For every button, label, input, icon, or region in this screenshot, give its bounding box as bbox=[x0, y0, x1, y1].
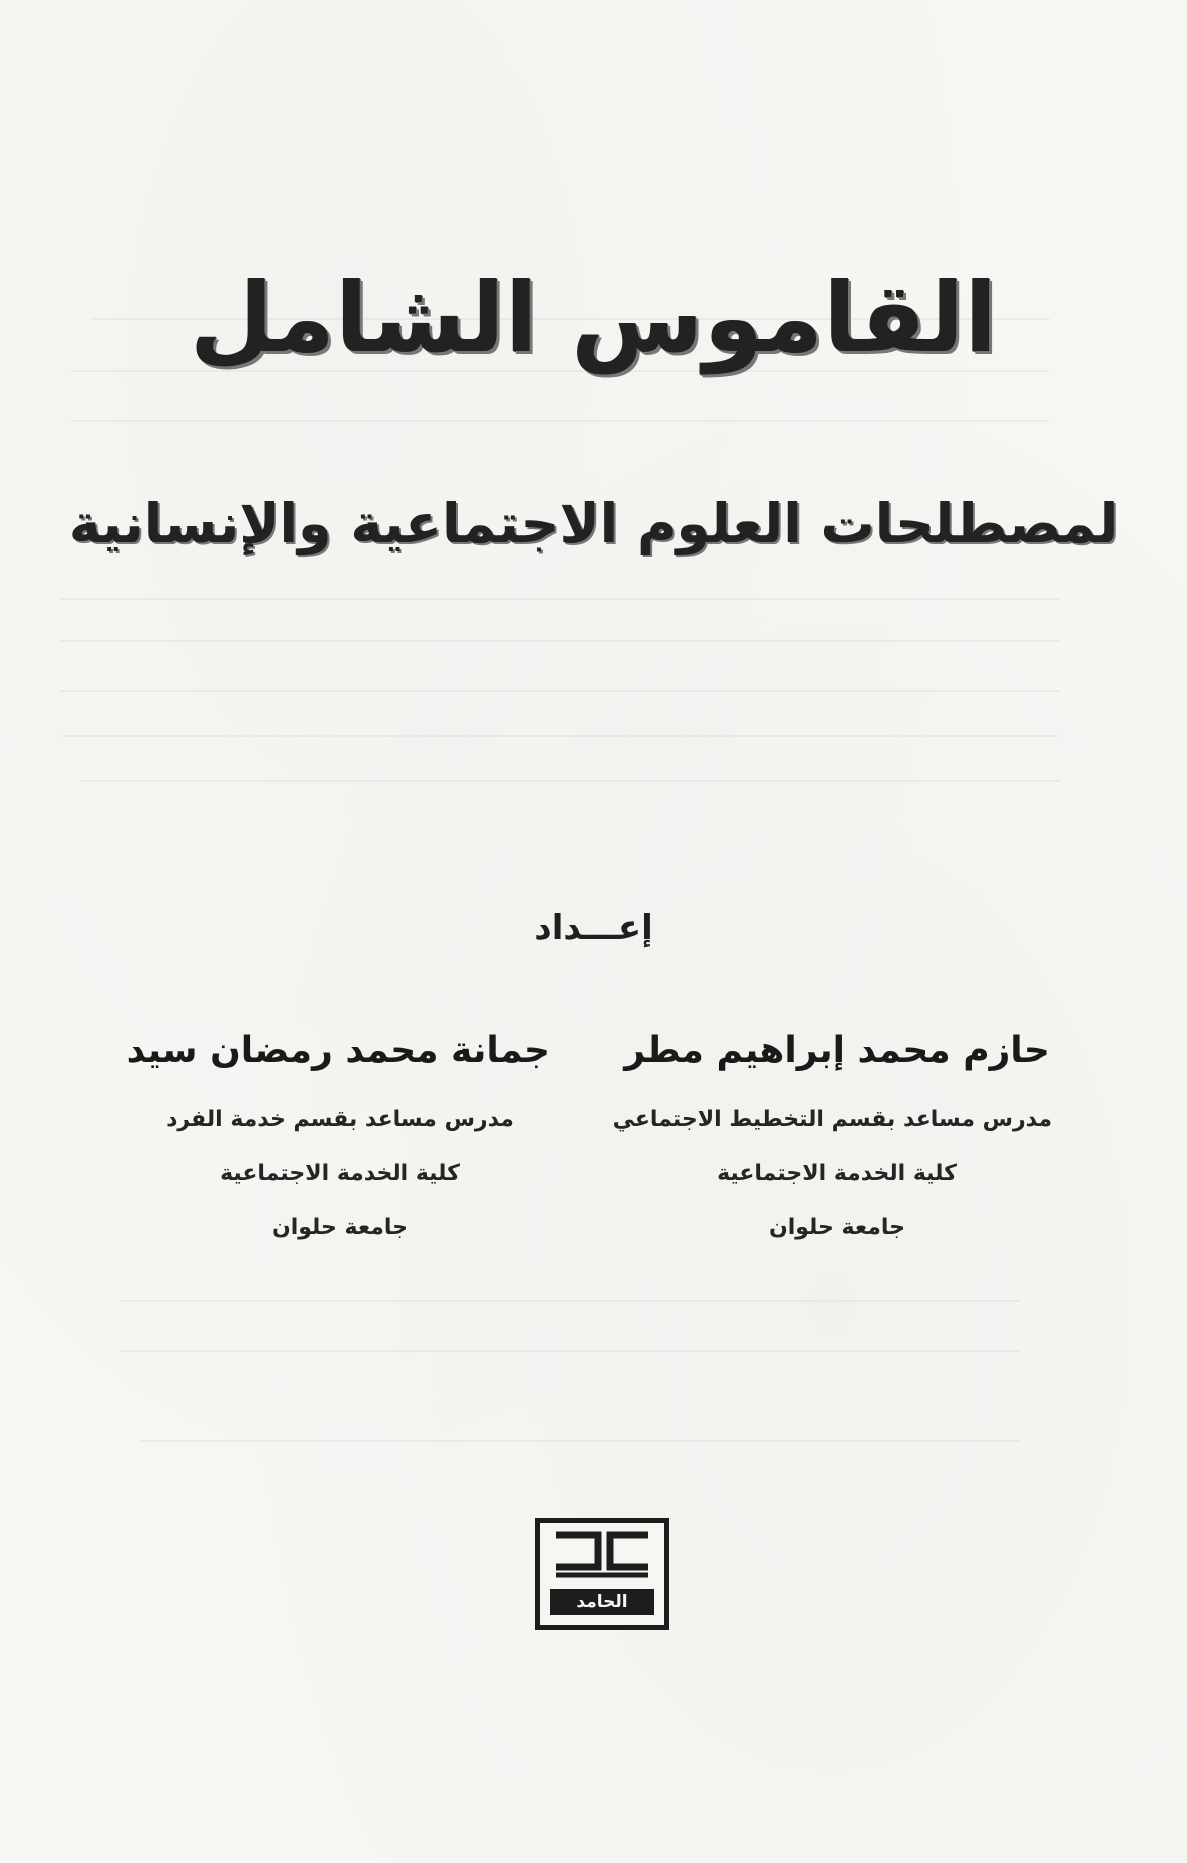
show-through-line bbox=[60, 640, 1060, 642]
show-through-line bbox=[70, 420, 1050, 422]
show-through-line bbox=[120, 1300, 1020, 1302]
publisher-name: الحامد bbox=[550, 1589, 654, 1615]
author-faculty: كلية الخدمة الاجتماعية bbox=[220, 1161, 460, 1186]
publisher-logo-icon bbox=[535, 1518, 669, 1630]
author-block-2 bbox=[126, 1030, 550, 1255]
author-position: مدرس مساعد بقسم خدمة الفرد bbox=[166, 1107, 514, 1132]
author-university: جامعة حلوان bbox=[271, 1215, 409, 1240]
show-through-line bbox=[80, 780, 1060, 782]
prepared-by-label: إعـــداد bbox=[534, 908, 653, 948]
show-through-line bbox=[60, 598, 1060, 600]
book-subtitle: لمصطلحات العلوم الاجتماعية والإنسانية bbox=[68, 492, 1119, 555]
show-through-line bbox=[60, 735, 1060, 737]
author-block-1 bbox=[612, 1030, 1052, 1255]
author-name: جمانة محمد رمضان سيد bbox=[126, 1030, 550, 1071]
book-title: القاموس الشامل bbox=[189, 262, 998, 374]
author-name: حازم محمد إبراهيم مطر bbox=[624, 1030, 1050, 1071]
author-faculty: كلية الخدمة الاجتماعية bbox=[717, 1161, 957, 1186]
show-through-line bbox=[60, 690, 1060, 692]
author-university: جامعة حلوان bbox=[768, 1215, 906, 1240]
show-through-line bbox=[140, 1440, 1020, 1442]
show-through-line bbox=[120, 1350, 1020, 1352]
author-position: مدرس مساعد بقسم التخطيط الاجتماعي bbox=[612, 1107, 1052, 1132]
